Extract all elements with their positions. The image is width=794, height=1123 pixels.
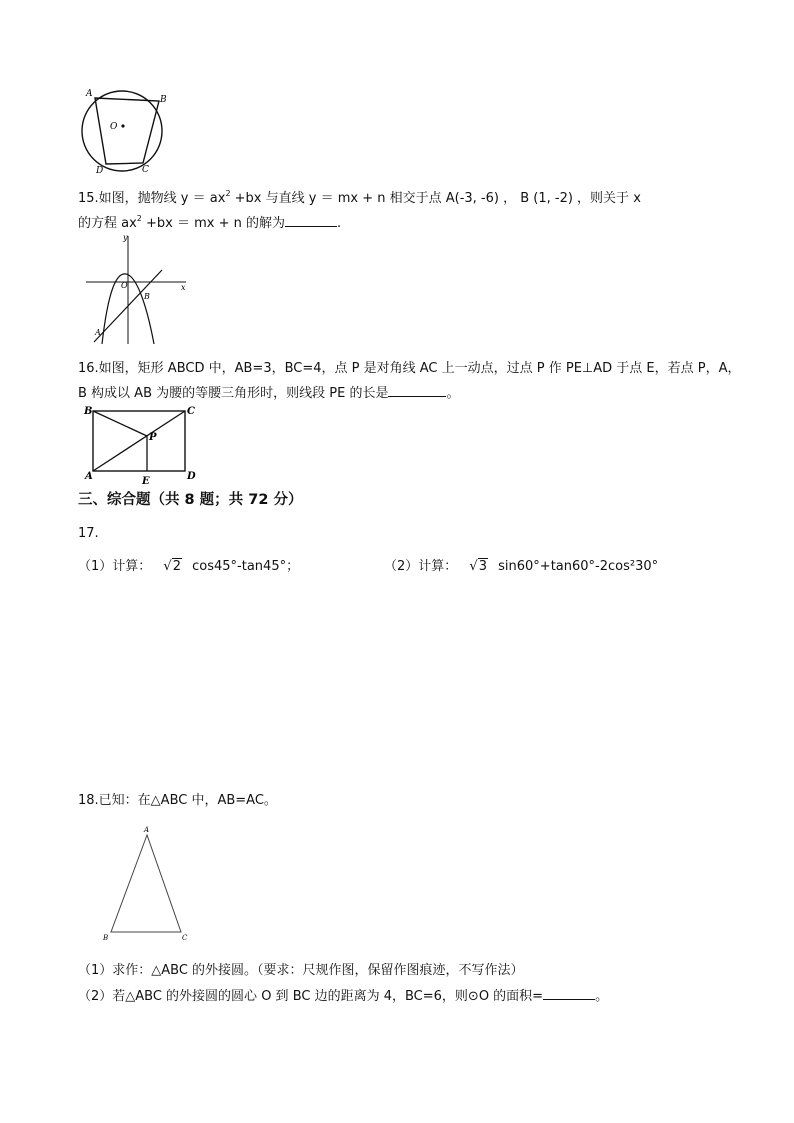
q15-sup: 2 [136, 214, 142, 223]
label-p: P [149, 432, 157, 443]
label-o: O [110, 122, 118, 132]
label-o: O [121, 281, 128, 290]
q17-p2-expression: sin60°+tan60°-2cos²30° [498, 559, 659, 574]
label-a: A [95, 328, 101, 337]
q17-p1-label: （1）计算： [78, 559, 152, 574]
q17-p2-label: （2）计算： [384, 559, 458, 574]
q15-text: 的方程 ax [78, 216, 137, 231]
sqrt-symbol: √2 [163, 559, 181, 574]
label-y: y [123, 233, 128, 242]
q15-line-2 [78, 210, 341, 233]
label-b: B [160, 95, 167, 105]
figure-15-graph [82, 232, 192, 350]
q15-text: +bx 与直线 y ＝ mx + n 相交于点 A(-3, -6) ， B (1, -2) ，则关于 x [230, 191, 641, 206]
figure-16-rectangle [82, 402, 206, 488]
label-c: C [142, 165, 149, 175]
diagonal-ac [93, 411, 185, 471]
label-d: D [96, 166, 104, 176]
q17-number: 17. [78, 526, 99, 541]
center-point [121, 124, 124, 127]
radicand: 2 [172, 559, 181, 574]
q18-stem: 18.已知：在△ABC 中，AB=AC。 [78, 793, 277, 808]
label-b: B [84, 406, 93, 417]
label-d: D [187, 471, 196, 482]
q16-answer-blank[interactable] [388, 384, 446, 397]
figure-18-triangle [100, 824, 196, 944]
label-a: A [144, 826, 150, 834]
q18-part-2 [78, 987, 608, 1006]
q18-answer-blank[interactable] [543, 987, 595, 1000]
label-e: E [142, 476, 150, 487]
q16-text: B 构成以 AB 为腰的等腰三角形时，则线段 PE 的长是 [78, 386, 389, 401]
q15-text: +bx ＝ mx + n 的解为 [141, 216, 286, 231]
sqrt-symbol: √3 [469, 559, 487, 574]
quadrilateral-abcd [95, 98, 159, 164]
q16-line-1: 16.如图，矩形 ABCD 中，AB=3，BC=4，点 P 是对角线 AC 上一动点，过点 P 作 PE⊥AD 于点 E，若点 P，A， [78, 361, 741, 376]
q15-sup: 2 [225, 189, 231, 198]
q17-part-1 [78, 558, 299, 576]
q15-text: 15.如图，抛物线 y ＝ ax [78, 191, 226, 206]
triangle-abc [111, 835, 181, 932]
segment-bp [93, 411, 147, 436]
label-c: C [187, 406, 195, 417]
q15-answer-blank[interactable] [285, 214, 337, 227]
q16-text: 。 [446, 386, 460, 401]
label-x: x [181, 283, 186, 292]
radicand: 3 [478, 559, 487, 574]
q18-part-1: （1）求作：△ABC 的外接圆。（要求：尺规作图，保留作图痕迹，不写作法） [78, 963, 524, 978]
q18-p2-text: 。 [595, 989, 609, 1004]
label-c: C [182, 934, 188, 942]
label-a: A [85, 471, 93, 482]
label-b: B [144, 292, 150, 301]
q15-text: . [337, 216, 342, 231]
label-a: A [86, 89, 93, 99]
circle [82, 91, 162, 171]
section-3-title: 三、综合题（共 8 题；共 72 分） [78, 492, 303, 508]
figure-14-circle [76, 84, 176, 176]
q15-line-1 [78, 185, 641, 208]
label-b: B [103, 934, 109, 942]
q17-p1-expression: cos45°-tan45°； [192, 559, 300, 574]
q18-p2-text: （2）若△ABC 的外接圆的圆心 O 到 BC 边的距离为 4，BC=6，则⊙O 的面积= [78, 989, 544, 1004]
q16-line-2 [78, 384, 459, 403]
q17-part-2 [384, 558, 658, 576]
